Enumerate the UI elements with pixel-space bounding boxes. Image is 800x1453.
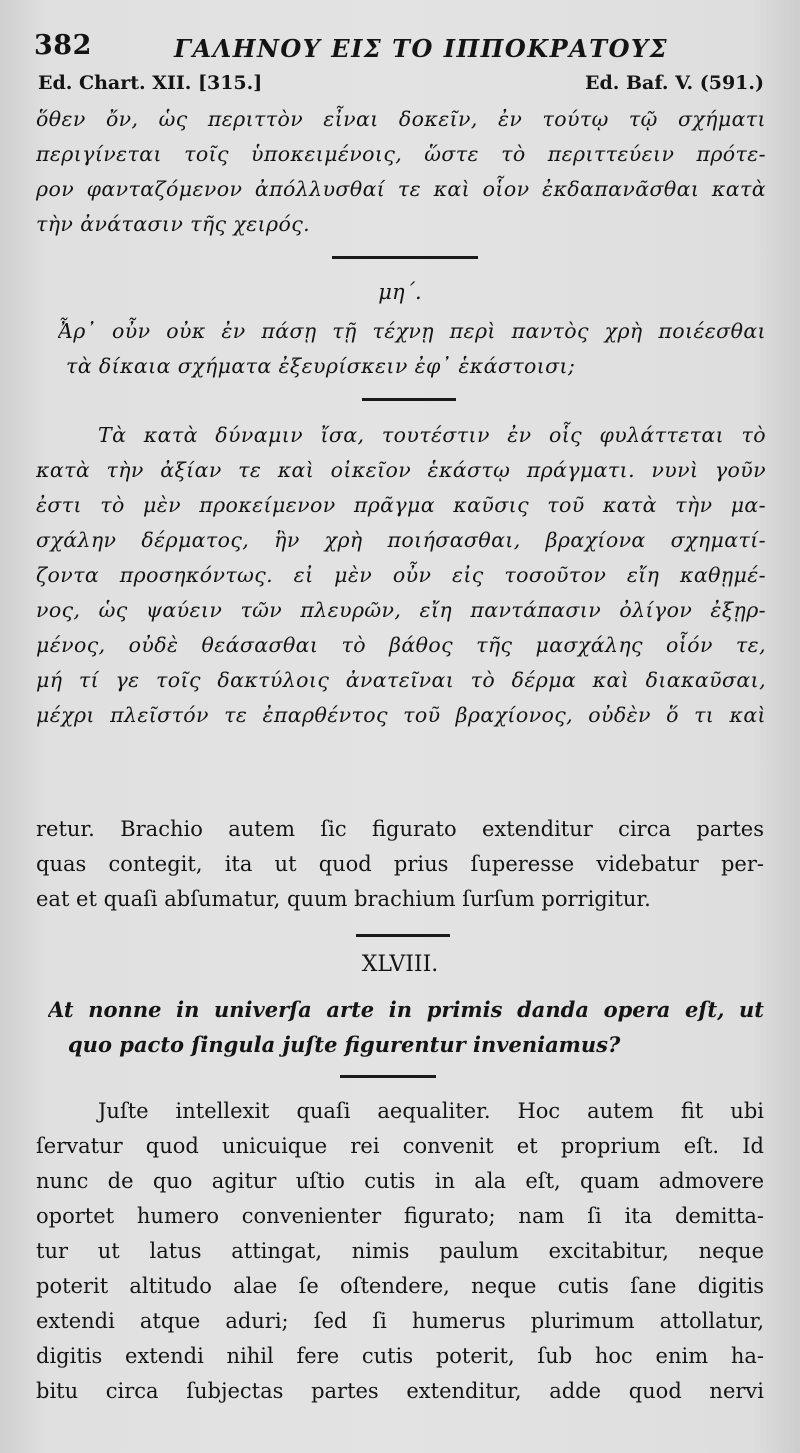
latin-section-number: XLVIII. xyxy=(361,952,439,977)
text-line: eat et quaſi abſumatur, quum brachium ſurſum porrigitur. xyxy=(36,887,651,911)
text-line: μέχρι πλεῖστόν τε ἐπαρθέντος τοῦ βραχίονος, οὐδὲν ὅ τι καὶ xyxy=(36,703,766,727)
edition-basel: Ed. Baf. V. (591.) xyxy=(585,72,764,94)
text-line: νος, ὡς ψαύειν τῶν πλευρῶν, εἴη παντάπασιν ὀλίγον ἐξῃρ- xyxy=(36,598,766,622)
text-line: μένος, οὐδὲ θεάσασθαι τὸ βάθος τῆς μασχάλης οἷόν τε, xyxy=(36,633,766,657)
latin-question xyxy=(48,992,764,1062)
text-line: At nonne in univerſa arte in primis danda opera eſt, ut xyxy=(48,997,764,1022)
edition-chart: Ed. Chart. XII. [315.] xyxy=(38,72,263,94)
greek-section-number: μη΄. xyxy=(378,280,422,304)
text-line: digitis extendi nihil fere cutis poterit, ſub hoc enim ha- xyxy=(36,1344,764,1368)
latin-paragraph-1 xyxy=(36,812,764,917)
text-line: bitu circa ſubjectas partes extenditur, adde quod nervi xyxy=(36,1379,764,1403)
text-line: extendi atque aduri; ſed ſi humerus plurimum attollatur, xyxy=(36,1309,764,1333)
text-line: Ἆρ᾽ οὖν οὐκ ἐν πάσῃ τῇ τέχνῃ περὶ παντὸς χρὴ ποιέεσθαι xyxy=(58,319,766,343)
text-line: quo pacto ſingula juſte figurentur inveniamus? xyxy=(68,1032,621,1057)
text-line: Τὰ κατὰ δύναμιν ἴσα, τουτέστιν ἐν οἷς φυλάττεται τὸ xyxy=(98,423,766,447)
text-line: ſervatur quod unicuique rei convenit et proprium eſt. Id xyxy=(36,1134,764,1158)
text-line: retur. Brachio autem ſic figurato extenditur circa partes xyxy=(36,817,764,841)
text-line: σχάλην δέρματος, ἣν χρὴ ποιήσασθαι, βραχίονα σχηματί- xyxy=(36,528,766,552)
edition-references xyxy=(38,72,764,102)
text-line: τὰ δίκαια σχήματα ἐξευρίσκειν ἐφ᾽ ἑκάστοισι; xyxy=(66,354,576,378)
text-line: nunc de quo agitur uſtio cutis in ala eſt, quam admovere xyxy=(36,1169,764,1193)
text-line: κατὰ τὴν ἀξίαν τε καὶ οἰκεῖον ἑκάστῳ πράγματι. νυνὶ γοῦν xyxy=(36,458,766,482)
text-line: ἐστι τὸ μὲν προκείμενον πρᾶγμα καῦσις τοῦ κατὰ τὴν μα- xyxy=(36,493,766,517)
page-number: 382 xyxy=(34,30,92,61)
page-header xyxy=(34,30,766,70)
section-divider xyxy=(362,398,456,401)
text-line: oportet humero convenienter figurato; nam ſi ita demitta- xyxy=(36,1204,764,1228)
section-divider xyxy=(340,1075,436,1078)
greek-paragraph-1 xyxy=(36,102,766,242)
greek-question xyxy=(58,314,766,384)
text-line: ρον φανταζόμενον ἀπόλλυσθαί τε καὶ οἷον ἐκδαπανᾶσθαι κατὰ xyxy=(36,177,766,201)
text-line: ὅθεν ὄν, ὡς περιττὸν εἶναι δοκεῖν, ἐν τούτῳ τῷ σχήματι xyxy=(36,107,766,131)
text-line: Juſte intellexit quaſi aequaliter. Hoc autem fit ubi xyxy=(98,1099,764,1123)
section-divider xyxy=(356,934,450,937)
running-title: ΓΑΛΗΝΟΥ ΕΙΣ ΤΟ ΙΠΠΟΚΡΑΤΟΥΣ xyxy=(174,34,669,63)
text-line: τὴν ἀνάτασιν τῆς χειρός. xyxy=(36,212,311,236)
latin-paragraph-2 xyxy=(36,1094,764,1409)
text-line: μή τί γε τοῖς δακτύλοις ἀνατεῖναι τὸ δέρμα καὶ διακαῦσαι, xyxy=(36,668,766,692)
text-line: περιγίνεται τοῖς ὑποκειμένοις, ὥστε τὸ περιττεύειν πρότε- xyxy=(36,142,766,166)
text-line: ζοντα προσηκόντως. εἰ μὲν οὖν εἰς τοσοῦτον εἴη καθῃμέ- xyxy=(36,563,766,587)
text-line: tur ut latus attingat, nimis paulum excitabitur, neque xyxy=(36,1239,764,1263)
text-line: poterit altitudo alae ſe oſtendere, neque cutis ſane digitis xyxy=(36,1274,764,1298)
section-divider xyxy=(332,256,478,259)
greek-paragraph-2 xyxy=(36,418,766,733)
text-line: quas contegit, ita ut quod prius ſuperesse videbatur per- xyxy=(36,852,764,876)
